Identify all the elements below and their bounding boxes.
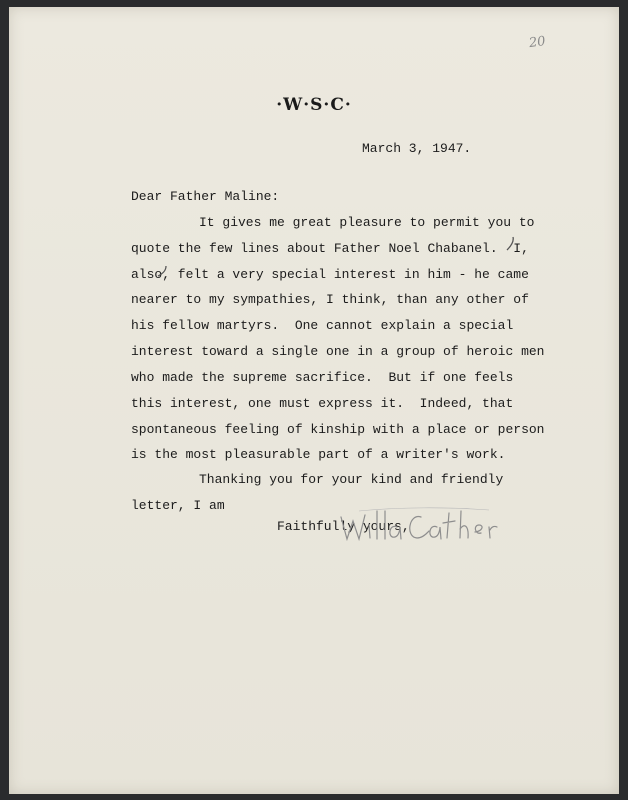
pencil-page-number: 20: [528, 33, 547, 52]
body-line: Thanking you for your kind and friendly: [199, 472, 504, 487]
body-line: this interest, one must express it. Indeed, that: [131, 396, 514, 411]
handwritten-comma-mark: [156, 262, 170, 280]
letter-sheet: [9, 7, 619, 794]
letter-date: March 3, 1947.: [362, 141, 472, 156]
body-line: quote the few lines about Father Noel Chabanel. I,: [131, 241, 529, 256]
body-line: is the most pleasurable part of a writer's work.: [131, 447, 506, 462]
body-line: letter, I am: [131, 498, 225, 513]
handwritten-comma-mark: [504, 235, 518, 255]
body-line: nearer to my sympathies, I think, than any other of: [131, 292, 529, 307]
body-line: his fellow martyrs. One cannot explain a special: [131, 318, 514, 333]
body-line: also, felt a very special interest in him - he came: [131, 267, 529, 282]
signature: [339, 505, 499, 547]
body-line: interest toward a single one in a group of heroic men: [131, 344, 545, 359]
body-line: It gives me great pleasure to permit you to: [199, 215, 535, 230]
body-line: who made the supreme sacrifice. But if one feels: [131, 370, 514, 385]
letterhead-monogram: ·W·S·C·: [276, 95, 352, 115]
closing: Faithfully yours,: [277, 519, 410, 534]
salutation: Dear Father Maline:: [131, 189, 280, 204]
body-line: spontaneous feeling of kinship with a place or person: [131, 422, 545, 437]
